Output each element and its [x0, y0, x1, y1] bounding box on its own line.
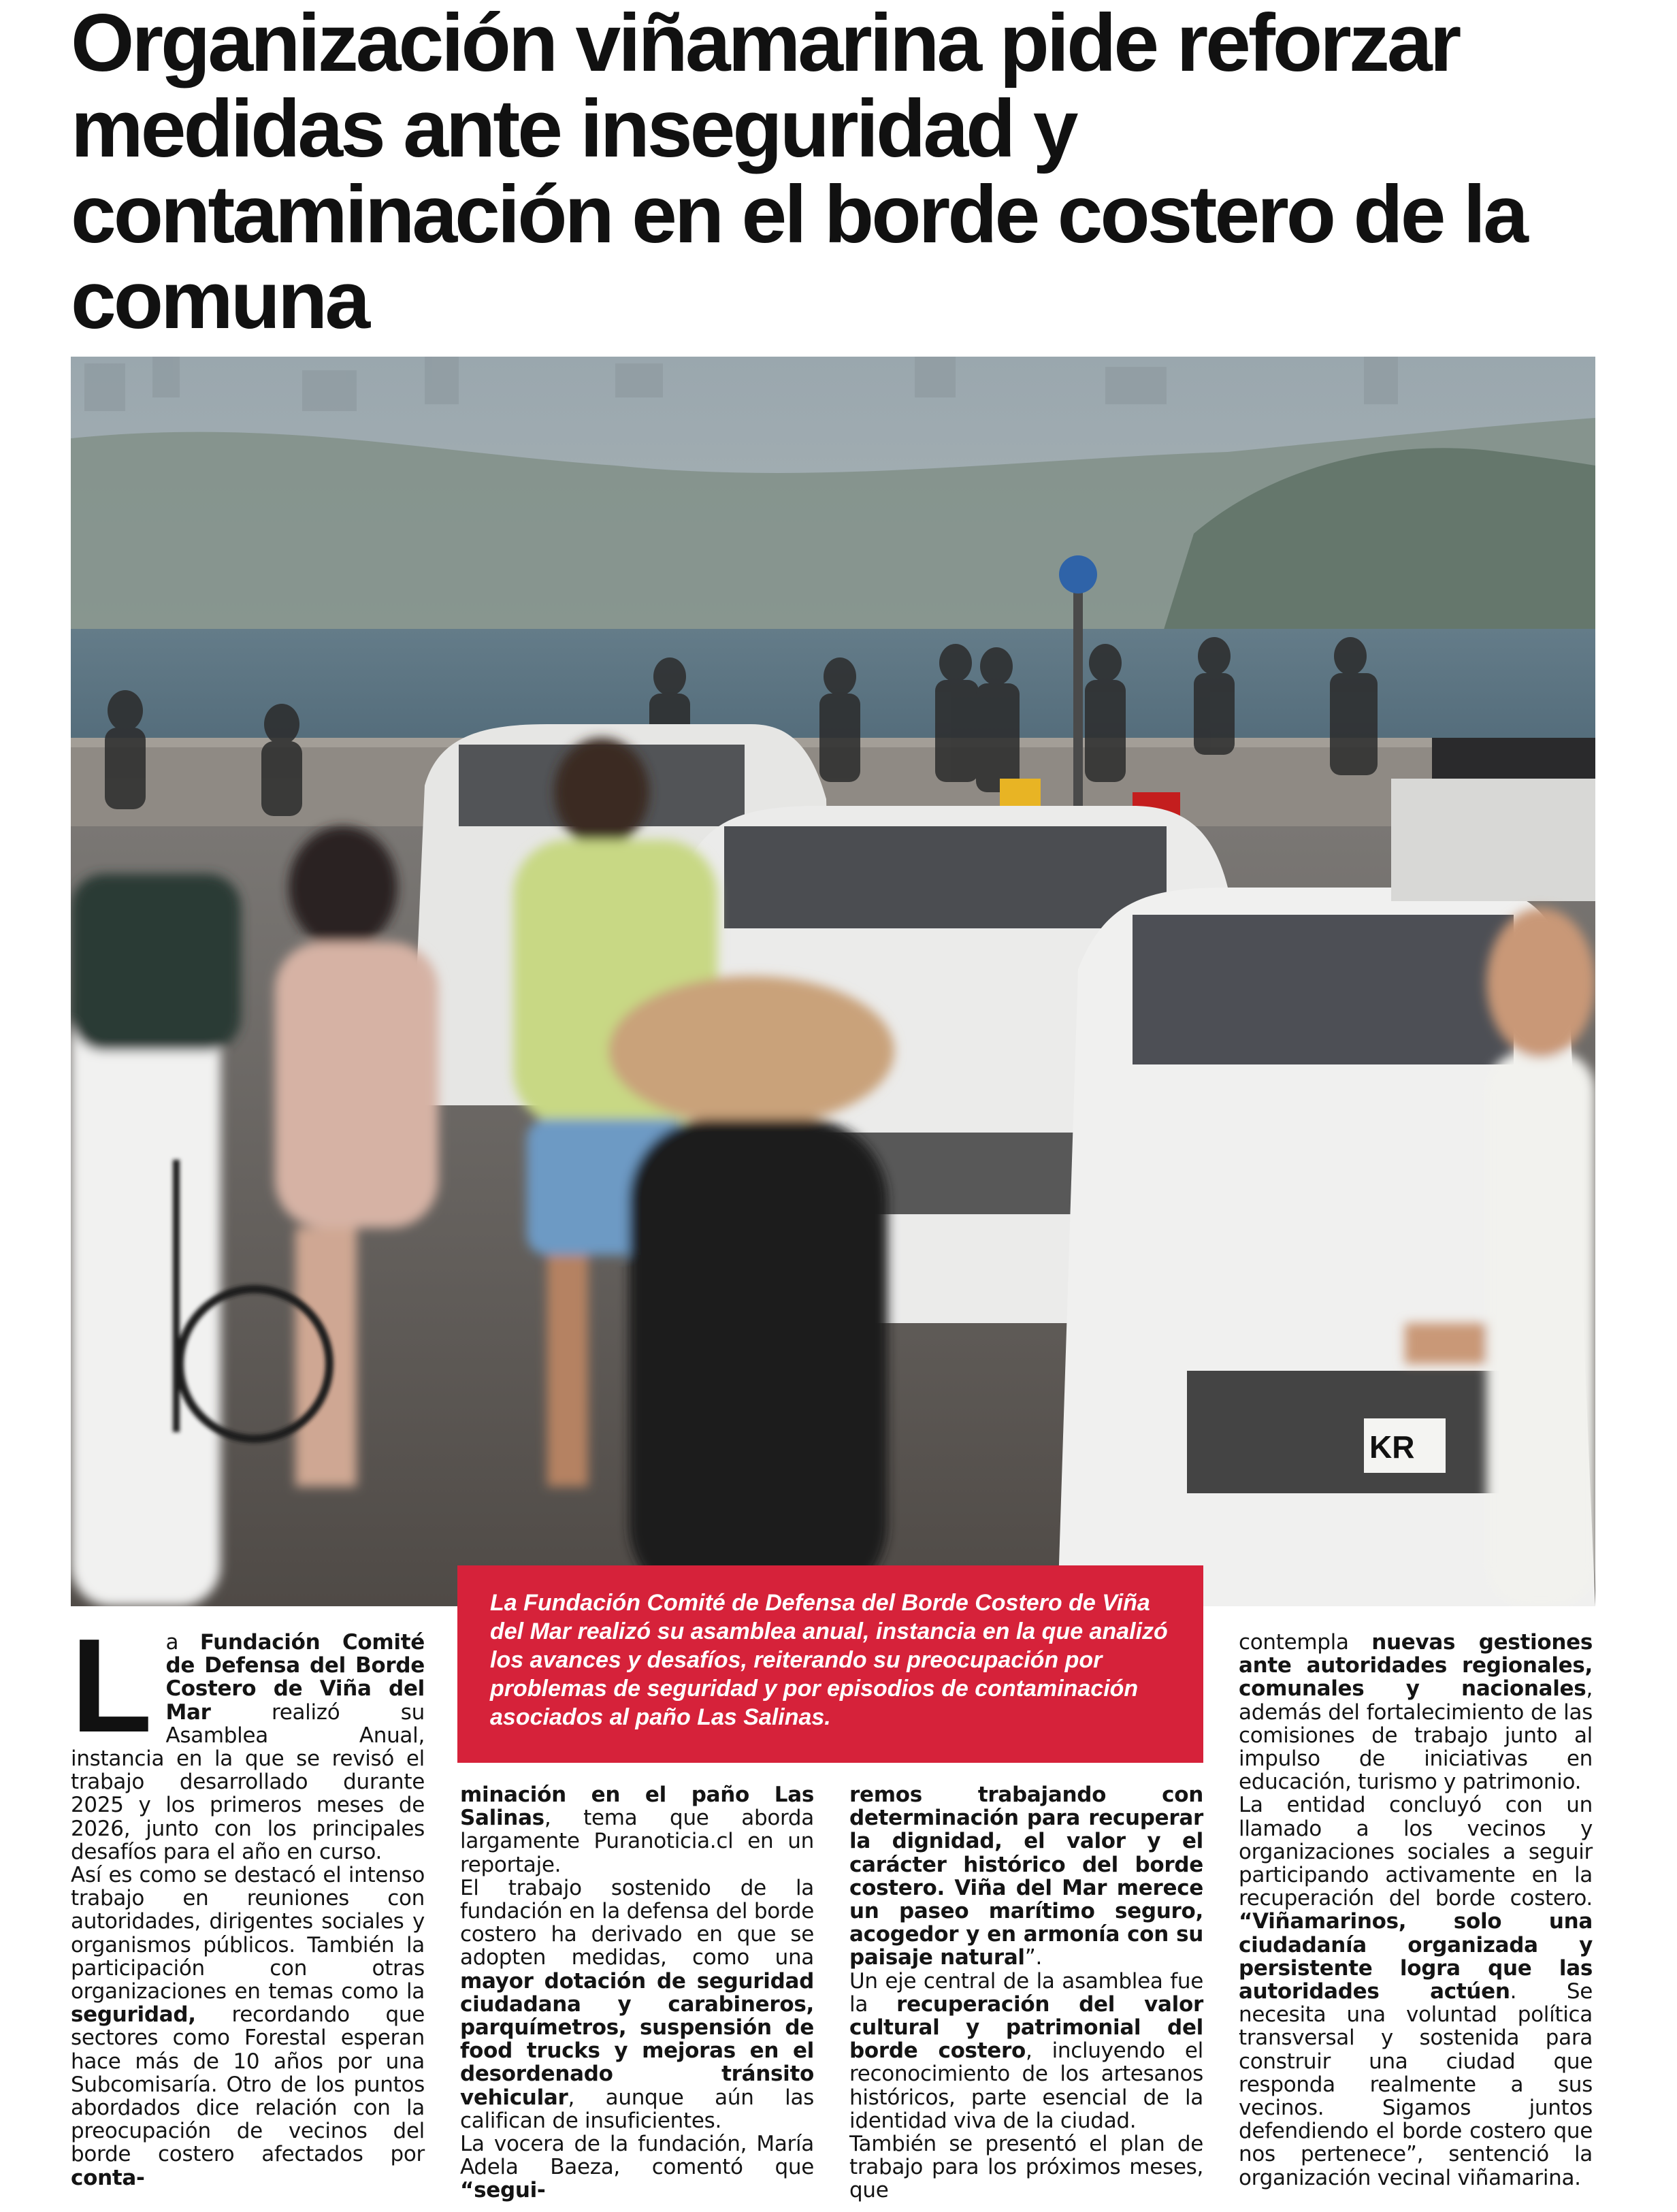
article-paragraph: a Fundación Comité de Defensa del Borde Costero de Viña del Mar realizó su Asamblea Anual, instancia en la que se revisó el trabajo desarrollado durante 2025 y los primeros meses de 2026, junto con los principales desafíos para el año en curso.	[71, 1630, 425, 1864]
news-photo	[71, 357, 1595, 1606]
photo-caption-text: La Fundación Comité de Defensa del Borde Costero de Viña del Mar realizó su asamblea anual, instancia en la que analizó los avances y desafíos, reiterando su preocupación por problemas de seguridad y por episodios de contaminación asociados al paño Las Salinas.	[490, 1590, 1168, 1730]
license-plate-text: KR	[1369, 1429, 1415, 1465]
article-column-1	[71, 1611, 425, 2190]
article-column-4	[1239, 1631, 1593, 2190]
article-paragraph: La vocera de la fundación, María Adela Baeza, comentó que “segui-	[460, 2132, 814, 2203]
article-paragraph: La entidad concluyó con un llamado a los vecinos y organizaciones sociales a seguir participando activamente en la recuperación del borde costero. “Viñamarinos, solo una ciudadanía organizada y persistente logra que las autoridades actúen. Se necesita una voluntad política transversal y sostenida para construir una ciudad que responda realmente a sus vecinos. Sigamos juntos defendiendo el borde costero que nos pertenece”, sentenció la organización vecinal viñamarina.	[1239, 1793, 1593, 2190]
article-paragraph: minación en el paño Las Salinas, tema que aborda largamente Puranoticia.cl en un reportaje.	[460, 1783, 814, 1877]
article-paragraph: También se presentó el plan de trabajo para los próximos meses, que	[849, 2132, 1203, 2203]
article-paragraph: contempla nuevas gestiones ante autoridades regionales, comunales y nacionales, además del fortalecimiento de las comisiones de trabajo junto al impulso de iniciativas en educación, turismo y patrimonio.	[1239, 1630, 1593, 1795]
silver-car	[1391, 779, 1595, 901]
article-column-3	[849, 1783, 1203, 2202]
photo-caption	[457, 1565, 1203, 1763]
drop-cap: L	[71, 1611, 152, 1760]
headline: Organización viñamarina pide reforzar medidas ante inseguridad y contaminación en el borde costero de la comuna	[71, 0, 1526, 346]
article-column-2	[460, 1783, 814, 2202]
article-paragraph: Un eje central de la asamblea fue la recuperación del valor cultural y patrimonial del borde costero, incluyendo el reconocimiento de los artesanos históricos, parte esencial de la identidad viva de la ciudad.	[849, 1968, 1203, 2133]
article-paragraph: El trabajo sostenido de la fundación en la defensa del borde costero ha derivado en que se adopten medidas, como una mayor dotación de seguridad ciudadana y carabineros, parquímetros, suspensión de food trucks y mejoras en el desordenado tránsito vehicular, aunque aún las califican de insuficientes.	[460, 1875, 814, 2133]
article-paragraph: remos trabajando con determinación para recuperar la dignidad, el valor y el carácter histórico del borde costero. Viña del Mar merece un paseo marítimo seguro, acogedor y en armonía con su paisaje natural”.	[849, 1783, 1203, 1970]
article-paragraph: Así es como se destacó el intenso trabajo en reuniones con autoridades, dirigentes sociales y organismos públicos. También la participación con otras organizaciones en temas como la seguridad, recordando que sectores como Forestal esperan hace más de 10 años por una Subcomisaría. Otro de los puntos abordados dice relación con la preocupación de vecinos del borde costero afectados por conta-	[71, 1863, 425, 2190]
